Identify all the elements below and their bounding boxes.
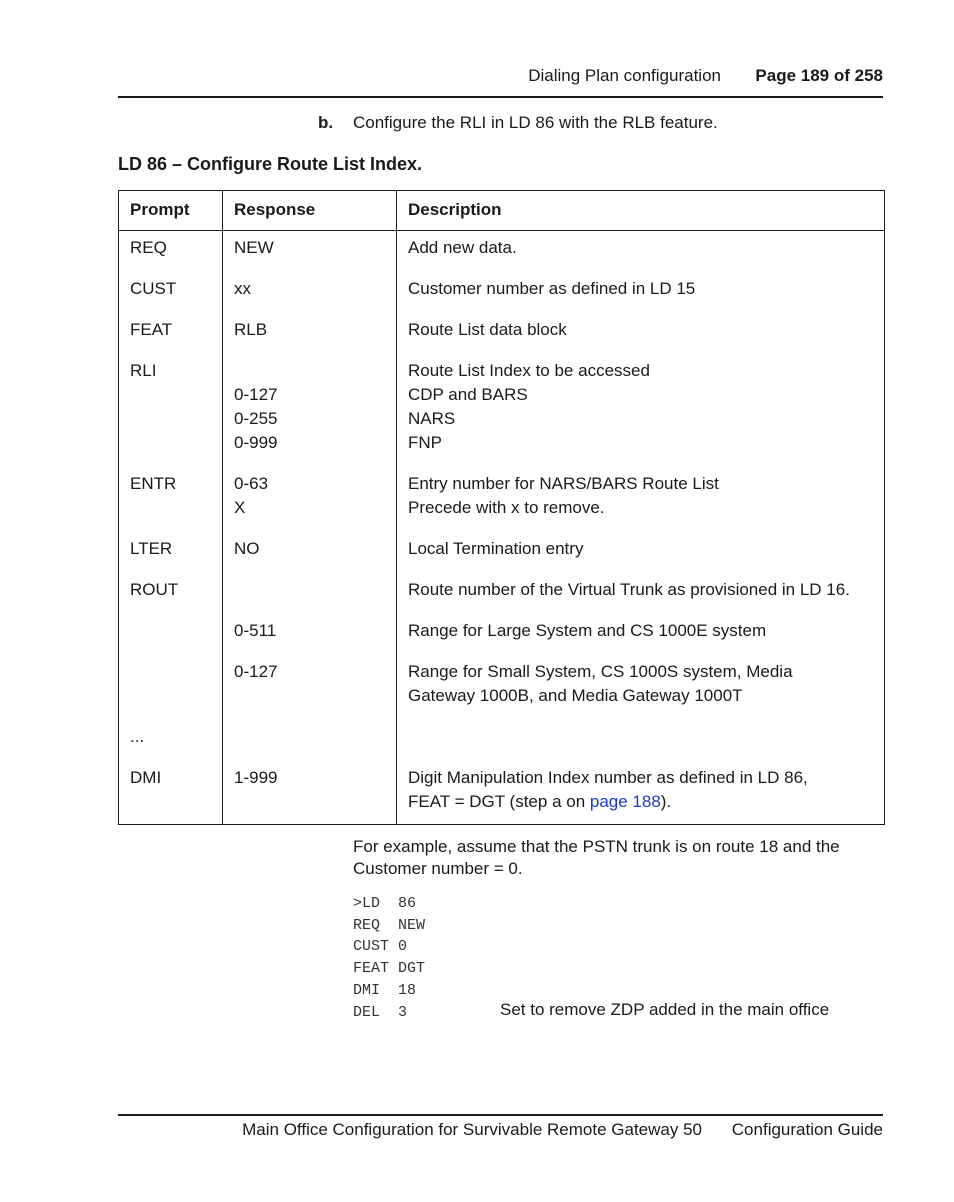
prompt-cell: ... — [119, 720, 223, 761]
response-value: 1-999 — [234, 768, 278, 787]
response-value: NO — [234, 539, 260, 558]
description-text: NARS — [408, 409, 456, 428]
prompt-cell — [119, 655, 223, 720]
response-cell — [223, 354, 397, 467]
description-text: Range for Small System, CS 1000S system, Media — [408, 662, 793, 681]
response-value — [234, 725, 385, 749]
description-line — [408, 660, 873, 684]
description-text: Entry number for NARS/BARS Route List — [408, 474, 719, 493]
description-cell — [397, 655, 885, 720]
response-cell — [223, 231, 397, 273]
table-row — [119, 313, 885, 354]
code-line: >LD 86 — [353, 895, 417, 912]
description-line — [408, 236, 873, 260]
description-text: Gateway 1000B, and Media Gateway 1000T — [408, 686, 743, 705]
response-value: xx — [234, 279, 251, 298]
code-line: CUST 0 — [353, 938, 408, 956]
description-text: Route number of the Virtual Trunk as provisioned in LD 16. — [408, 580, 850, 599]
description-text: Local Termination entry — [408, 539, 584, 558]
table-row — [119, 231, 885, 273]
response-cell — [223, 720, 397, 761]
response-value — [234, 359, 385, 383]
response-cell — [223, 573, 397, 614]
description-line — [408, 277, 873, 301]
description-text: CDP and BARS — [408, 385, 528, 404]
response-cell — [223, 532, 397, 573]
description-cell — [397, 614, 885, 655]
response-cell — [223, 467, 397, 532]
description-line — [408, 407, 873, 431]
prompt-cell: DMI — [119, 761, 223, 825]
description-line — [408, 578, 873, 602]
table-row — [119, 467, 885, 532]
description-text: Range for Large System and CS 1000E system — [408, 621, 767, 640]
table-row — [119, 573, 885, 614]
prompt-cell — [119, 614, 223, 655]
header-response: Response — [223, 191, 397, 231]
response-value: 0-127 — [234, 385, 278, 404]
code-line: FEAT DGT — [353, 960, 426, 978]
description-cell — [397, 313, 885, 354]
description-line — [408, 537, 873, 561]
prompt-cell: LTER — [119, 532, 223, 573]
example-text: For example, assume that the PSTN trunk is on route 18 and the Customer number = 0. — [353, 837, 840, 878]
description-cell — [397, 231, 885, 273]
response-cell — [223, 761, 397, 825]
code-line: DEL 3 — [353, 1003, 408, 1021]
header-description: Description — [397, 191, 885, 231]
header-prompt: Prompt — [119, 191, 223, 231]
prompt-cell: ROUT — [119, 573, 223, 614]
description-text: Add new data. — [408, 238, 517, 257]
description-cell — [397, 573, 885, 614]
description-cell — [397, 272, 885, 313]
description-line — [408, 790, 873, 814]
code-line: REQ NEW — [353, 916, 426, 934]
description-text: Route List Index to be accessed — [408, 361, 650, 380]
response-value: 0-511 — [234, 621, 277, 640]
description-line — [408, 684, 873, 708]
prompt-cell: RLI — [119, 354, 223, 467]
response-value: 0-999 — [234, 433, 278, 452]
description-line — [408, 619, 873, 643]
prompt-cell: ENTR — [119, 467, 223, 532]
table-row — [119, 761, 885, 825]
description-text: Digit Manipulation Index number as defined in LD 86, — [408, 768, 808, 787]
response-value: NEW — [234, 238, 274, 257]
description-cell — [397, 761, 885, 825]
code-line: DMI 18 — [353, 981, 417, 999]
table-title: LD 86 – Configure Route List Index. — [118, 154, 423, 174]
section-title: Dialing Plan configuration — [528, 66, 721, 85]
response-cell — [223, 614, 397, 655]
description-text: Precede with x to remove. — [408, 498, 605, 517]
document-type: Configuration Guide — [731, 1120, 883, 1139]
response-cell — [223, 272, 397, 313]
description-line — [408, 766, 873, 790]
description-cell — [397, 467, 885, 532]
step-letter: b. — [318, 113, 334, 132]
description-text: FNP — [408, 433, 442, 452]
response-value — [234, 578, 385, 602]
response-cell — [223, 313, 397, 354]
prompt-cell: FEAT — [119, 313, 223, 354]
table-row — [119, 614, 885, 655]
prompt-cell: REQ — [119, 231, 223, 273]
response-value: RLB — [234, 320, 268, 339]
description-cell — [397, 532, 885, 573]
response-cell — [223, 655, 397, 720]
description-line — [408, 359, 873, 383]
description-text-end: ). — [660, 792, 672, 811]
description-cell — [397, 720, 885, 761]
description-text: Route List data block — [408, 320, 567, 339]
table-header-row — [119, 191, 885, 231]
description-cell — [397, 354, 885, 467]
page-link[interactable]: page 188 — [589, 792, 661, 811]
response-value: 0-255 — [234, 409, 278, 428]
route-list-table — [118, 190, 885, 825]
step-text: Configure the RLI in LD 86 with the RLB feature. — [353, 113, 718, 132]
table-row — [119, 532, 885, 573]
description-line — [408, 431, 873, 455]
page-header — [118, 62, 883, 98]
response-value: X — [234, 498, 246, 517]
table-row — [119, 655, 885, 720]
prompt-cell: CUST — [119, 272, 223, 313]
step-b — [318, 113, 718, 133]
table-row — [119, 720, 885, 761]
response-value: 0-63 — [234, 474, 269, 493]
description-text: FEAT = DGT (step a on — [408, 792, 590, 811]
description-text: Customer number as defined in LD 15 — [408, 279, 696, 298]
document-title: Main Office Configuration for Survivable Remote Gateway 50 — [242, 1120, 702, 1139]
description-line — [408, 725, 873, 749]
response-value: 0-127 — [234, 662, 278, 681]
description-line — [408, 318, 873, 342]
code-block — [353, 893, 425, 1023]
code-note: Set to remove ZDP added in the main office — [500, 1000, 830, 1019]
description-line — [408, 496, 873, 520]
table-row — [119, 354, 885, 467]
table-row — [119, 272, 885, 313]
description-line — [408, 472, 873, 496]
page-number: Page 189 of 258 — [755, 66, 883, 85]
page-footer — [118, 1114, 883, 1139]
description-line — [408, 383, 873, 407]
